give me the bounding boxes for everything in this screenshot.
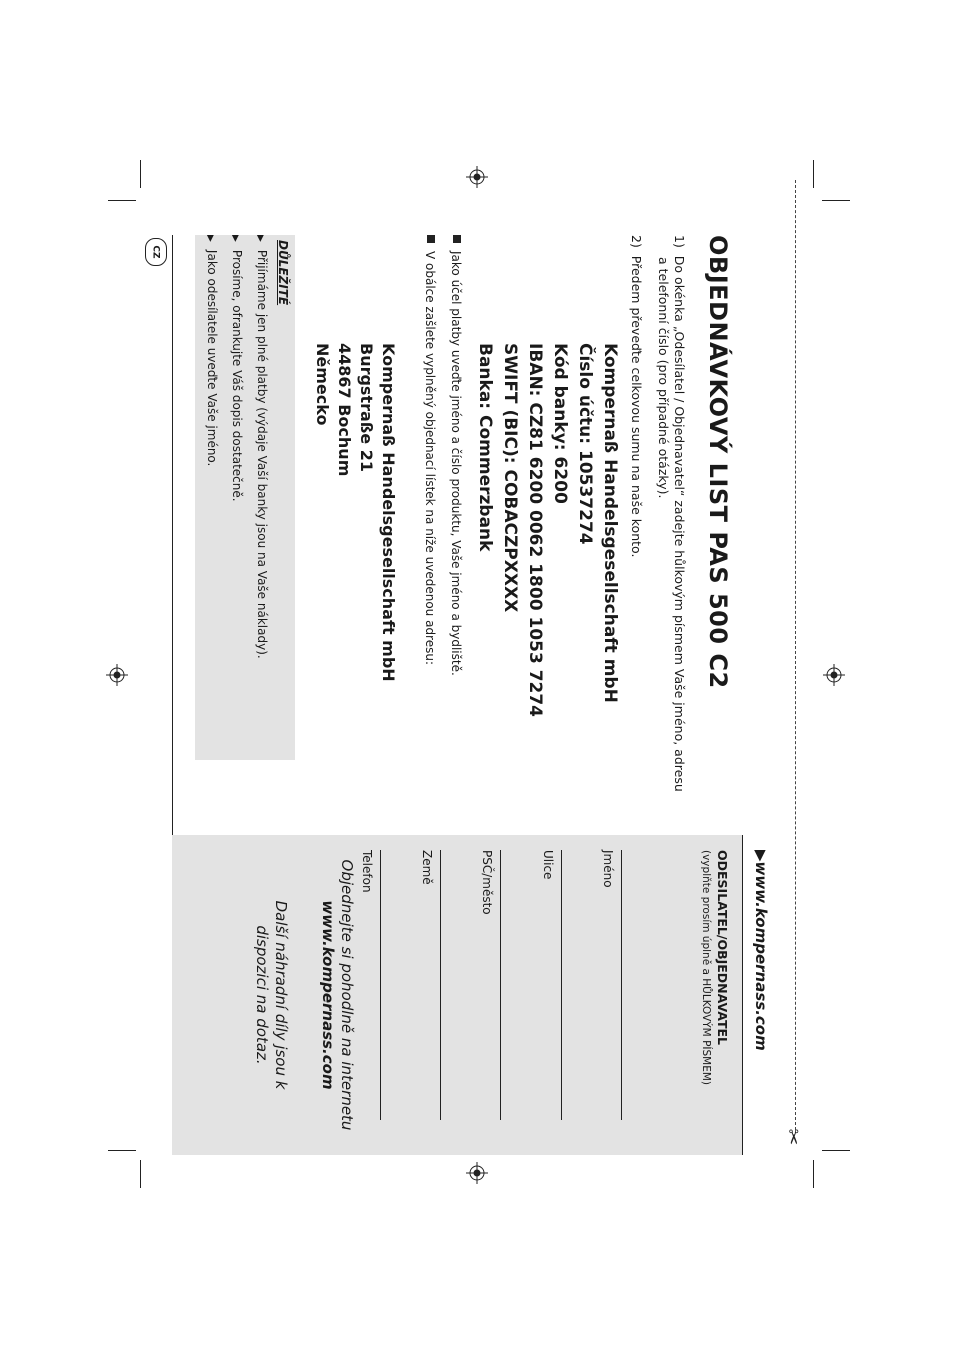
registration-mark-icon [466, 166, 488, 188]
form-panel-rule [742, 835, 743, 1155]
street-field[interactable] [561, 850, 562, 1120]
order-form-sheet [172, 235, 770, 1155]
step-text: Předem převeďte celkovou sumu na naše konto. [629, 255, 644, 558]
name-field[interactable] [621, 850, 622, 1120]
website-link[interactable]: ▶www.kompernass.com [752, 850, 770, 1051]
promo-website[interactable]: www.kompernass.com [319, 900, 337, 1090]
arrow-icon: ▶ [752, 850, 770, 862]
crop-mark [108, 1150, 136, 1151]
bullet-icon [453, 235, 461, 243]
crop-mark [822, 1150, 850, 1151]
bank-code: Kód banky: 6200 [550, 343, 570, 504]
bullet-icon [427, 235, 435, 243]
important-item: ▶Prosíme, ofrankujte Váš dopis dostatečně. [223, 235, 248, 659]
field-label-phone: Telefon [360, 850, 374, 893]
bank-details [472, 343, 622, 823]
note-2: V obálce zašlete vyplněný objednací lístek na níže uvedenou adresu: [422, 235, 438, 855]
promo-text: Další náhradní díly jsou k [272, 900, 290, 1090]
cut-line [795, 180, 796, 1130]
crop-mark [813, 160, 814, 188]
step-text: Do okénka „Odesílatel / Objednavatel“ zadejte hůlkovým písmem Vaše jméno, adresu [672, 255, 687, 792]
field-label-city: PSČ/město [480, 850, 494, 915]
triangle-bullet-icon: ▶ [255, 235, 265, 242]
bank-name: Banka: Commerzbank [475, 343, 495, 552]
address-city: 44867 Bochum [335, 343, 354, 477]
scissors-icon: ✂ [781, 1128, 806, 1146]
crop-mark [108, 200, 136, 201]
address-street: Burgstraße 21 [357, 343, 376, 472]
address-country: Německo [313, 343, 332, 426]
step-2 [628, 235, 644, 835]
promo-text: Objednejte si pohodlně na internetu [338, 859, 356, 1131]
city-field[interactable] [500, 850, 501, 1120]
important-item: ▶Přijímáme jen plné platby (výdaje Vaší banky jsou na Vaše náklady). [248, 235, 273, 659]
step-1 [655, 235, 687, 835]
field-label-country: Země [420, 850, 434, 885]
bank-swift: SWIFT (BIC): COBACZPXXXX [500, 343, 520, 613]
crop-mark [822, 200, 850, 201]
step-number: 1) [672, 235, 687, 248]
bank-company: Kompernaß Handelsgesellschaft mbH [600, 343, 620, 703]
important-item: ▶Jako odesílatele uveďte Vaše jméno. [198, 235, 223, 659]
crop-mark [813, 1160, 814, 1188]
crop-mark [140, 160, 141, 188]
field-label-street: Ulice [541, 850, 555, 880]
promo-online [318, 835, 356, 1155]
page-title: OBJEDNÁVKOVÝ LIST PAS 500 C2 [704, 235, 732, 689]
important-heading: DŮLEŽITÉ [276, 240, 290, 306]
bank-account: Číslo účtu: 10537274 [575, 343, 595, 545]
triangle-bullet-icon: ▶ [230, 235, 240, 242]
important-box [195, 235, 295, 760]
registration-mark-icon [823, 664, 845, 686]
registration-mark-icon [106, 664, 128, 686]
language-badge: CZ [145, 238, 167, 266]
promo-text: dispozici na dotaz. [253, 925, 271, 1065]
phone-field[interactable] [380, 850, 381, 1120]
address-company: Kompernaß Handelsgesellschaft mbH [379, 343, 398, 682]
field-label-name: Jméno [601, 850, 615, 888]
country-field[interactable] [440, 850, 441, 1120]
mailing-address [311, 343, 399, 723]
triangle-bullet-icon: ▶ [205, 235, 215, 242]
crop-mark [140, 1160, 141, 1188]
step-text-cont: a telefonní číslo (pro případné otázky). [656, 257, 671, 499]
registration-mark-icon [466, 1162, 488, 1184]
promo-spare-parts [252, 835, 290, 1155]
form-subheading: (vyplňte prosím úplně a HŮLKOVÝM PÍSMEM) [700, 850, 712, 1086]
form-heading: ODESILATEL/OBJEDNAVATEL [715, 850, 730, 1046]
note-1: Jako účel platby uveďte jméno a číslo produktu, Vaše jméno a bydliště. [448, 235, 464, 855]
bank-iban: IBAN: CZ81 6200 0062 1800 1053 7274 [525, 343, 545, 718]
step-number: 2) [629, 235, 644, 248]
